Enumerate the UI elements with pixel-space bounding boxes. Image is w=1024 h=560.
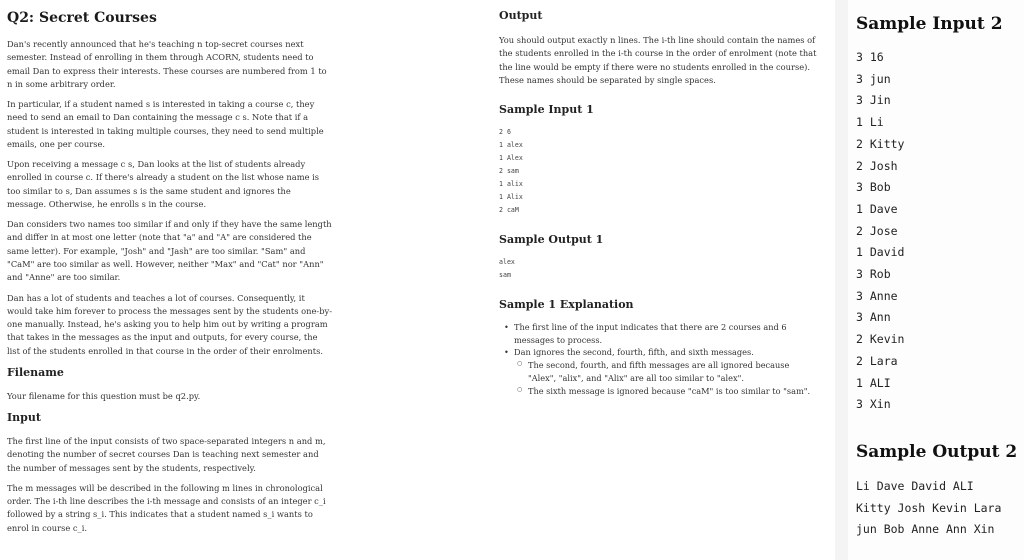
explanation-subitem: ○ The sixth message is ignored because "caM" is too similar to "sam". xyxy=(514,385,819,398)
code-line: Li Dave David ALI xyxy=(856,478,974,493)
filename-heading: Filename xyxy=(7,365,64,379)
input-paragraph-2: The m messages will be described in the following m lines in chronological order. The i-th line describes the i-th message and consists of an integer c_i followed by a string s_i. This indicates that a student named s_i wants to enrol in course c_i. xyxy=(7,482,326,533)
explanation-heading: Sample 1 Explanation xyxy=(499,298,634,312)
column-divider xyxy=(835,0,848,560)
code-line: 3 Xin xyxy=(856,397,891,412)
statement-paragraph-1: Dan's recently announced that he's teaching n top-secret courses next semester. Instead of enrolling in them through ACORN, students need to email Dan to express their interests. These courses are numbered from 1 to n in some arbitrary order. xyxy=(7,39,327,89)
sample-output-2-block xyxy=(856,476,1024,541)
explanation-sublist xyxy=(514,359,819,397)
sample-output-1-heading: Sample Output 1 xyxy=(499,233,604,247)
code-line: Kitty Josh Kevin Lara xyxy=(856,500,1002,515)
code-line: 2 Kevin xyxy=(856,332,905,347)
code-line: 1 Alex xyxy=(499,154,523,163)
code-line: 1 alix xyxy=(499,180,523,189)
code-line: alex xyxy=(499,258,515,267)
code-line: 1 Dave xyxy=(856,201,898,216)
sample-input-2-block xyxy=(856,47,1024,416)
statement-paragraph-2: In particular, if a student named s is interested in taking a course c, they need to send an email to Dan containing the message c s. Note that if a student is interested in taking multiple courses, they need to send multiple emails, one per course. xyxy=(7,99,324,149)
code-line: 3 Ann xyxy=(856,310,891,325)
code-line: 2 Josh xyxy=(856,158,898,173)
code-line: 2 caM xyxy=(499,206,519,215)
sample-2-panel xyxy=(848,0,1024,560)
output-heading: Output xyxy=(499,9,543,22)
question-title: Q2: Secret Courses xyxy=(7,10,157,26)
code-line: 3 Anne xyxy=(856,288,898,303)
code-line: jun Bob Anne Ann Xin xyxy=(856,522,995,537)
code-line: 1 Li xyxy=(856,115,884,130)
code-line: 3 Bob xyxy=(856,180,891,195)
code-line: 2 Kitty xyxy=(856,136,905,151)
explanation-item: • Dan ignores the second, fourth, fifth, and sixth messages. ○ The second, fourth, and fifth messages are all ignored because "Alex", "alix", and "Alix" are all too similar to "alex". ○ The sixth message is ignored because "caM" is too similar to "sam". xyxy=(499,346,819,397)
code-line: 1 alex xyxy=(499,141,523,150)
code-line: 3 Rob xyxy=(856,267,891,282)
sample-output-2-heading: Sample Output 2 xyxy=(856,441,1018,462)
code-line: 2 sam xyxy=(499,167,519,176)
sample-input-1-block xyxy=(499,126,835,217)
explanation-subitem: ○ The second, fourth, and fifth messages are all ignored because "Alex", "alix", and "Alix" are all too similar to "alex". xyxy=(514,359,819,384)
statement-paragraph-5: Dan has a lot of students and teaches a lot of courses. Consequently, it would take him forever to process the messages sent by the students one-by-one manually. Instead, he's asking you to help him out by writing a program that takes in the messages as the input and outputs, for every course, the list of the students enrolled in that course in the order of their enrolments. xyxy=(7,292,333,356)
code-line: 2 Lara xyxy=(856,353,898,368)
problem-statement-panel xyxy=(0,0,490,560)
code-line: 1 David xyxy=(856,245,905,260)
sample-input-2-heading: Sample Input 2 xyxy=(856,14,1003,34)
code-line: 2 6 xyxy=(499,128,511,137)
output-description: You should output exactly n lines. The i-th line should contain the names of the students enrolled in the i-th course in the order of enrolment (note that the line would be empty if there were no students enrolled in the course). These names should be separated by single spaces. xyxy=(499,35,817,85)
statement-paragraph-3: Upon receiving a message c s, Dan looks at the list of students already enrolled in course c. If there's already a student on the list whose name is too similar to s, Dan assumes s is the same student and ignores the message. Otherwise, he enrolls s in the course. xyxy=(7,159,320,209)
code-line: 1 Alix xyxy=(499,193,523,202)
code-line: 3 16 xyxy=(856,50,884,64)
output-samples-panel xyxy=(490,0,835,560)
code-line: 3 Jin xyxy=(856,93,891,108)
statement-paragraph-4: Dan considers two names too similar if and only if they have the same length and differ in at most one letter (note that "a" and "A" are considered the same letter). For example, "Josh" and "Jash" are too similar. "Sam" and "CaM" are too similar as well. However, neither "Max" and "Cat" nor "Ann" and "Anne" are too similar. xyxy=(7,219,332,283)
explanation-item: • The first line of the input indicates that there are 2 courses and 6 messages to process. xyxy=(499,321,819,346)
explanation-list xyxy=(499,321,819,397)
code-line: 2 Jose xyxy=(856,223,898,238)
code-line: sam xyxy=(499,271,511,280)
sample-output-1-block xyxy=(499,256,835,282)
filename-text: Your filename for this question must be q2.py. xyxy=(7,390,201,401)
code-line: 3 jun xyxy=(856,71,891,86)
code-line: 1 ALI xyxy=(856,375,891,390)
sample-input-1-heading: Sample Input 1 xyxy=(499,103,594,117)
input-paragraph-1: The first line of the input consists of two space-separated integers n and m, denoting the number of secret courses Dan is teaching next semester and the number of messages sent by the students, respectively. xyxy=(7,436,326,473)
input-heading: Input xyxy=(7,411,41,425)
